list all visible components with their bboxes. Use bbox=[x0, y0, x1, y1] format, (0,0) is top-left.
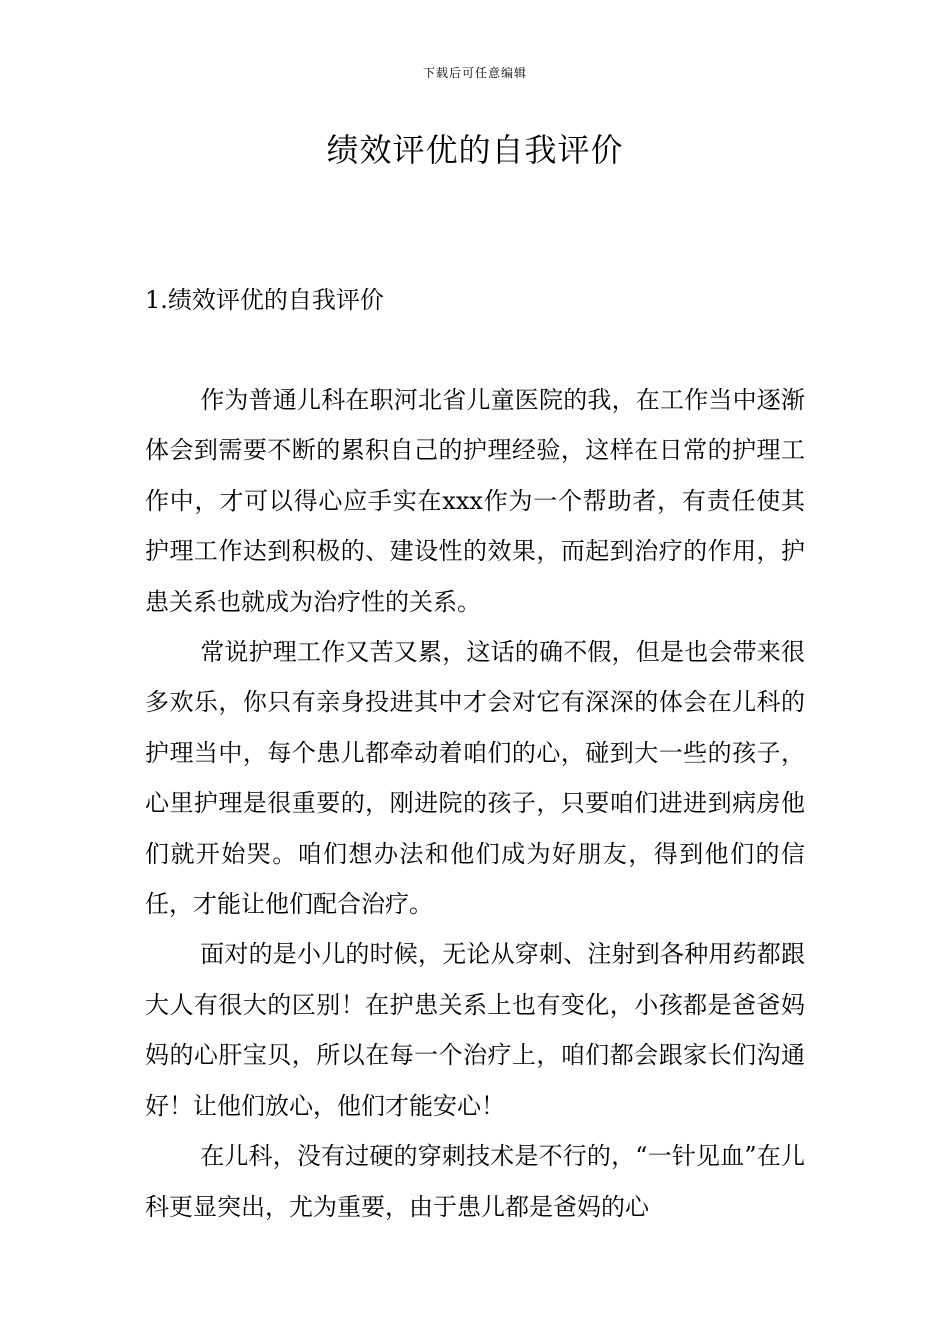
paragraph-2: 常说护理工作又苦又累，这话的确不假，但是也会带来很多欢乐，你只有亲身投进其中才会对它有深深的体会在儿科的护理当中，每个患儿都牵动着咱们的心，碰到大一些的孩子，心里护理是很重要的，刚进院的孩子，只要咱们进进到病房他们就开始哭。咱们想办法和他们成为好朋友，得到他们的信任，才能让他们配合治疗。 bbox=[145, 638, 805, 919]
document-title: 绩效评优的自我评价 bbox=[326, 131, 624, 169]
paragraph-4: 在儿科，没有过硬的穿刺技术是不行的，“一针见血”在儿科更显突出，尤为重要，由于患儿都是爸妈的心 bbox=[145, 1142, 805, 1221]
paragraph-1: 作为普通儿科在职河北省儿童医院的我，在工作当中逐渐体会到需要不断的累积自己的护理经验，这样在日常的护理工作中，才可以得心应手实在xxx作为一个帮助者，有责任使其护理工作达到积极的、建设性的效果，而起到治疗的作用，护患关系也就成为治疗性的关系。 bbox=[145, 386, 805, 616]
header-note: 下载后可任意编辑 bbox=[422, 66, 527, 80]
section-heading: 1.绩效评优的自我评价 bbox=[145, 286, 384, 314]
document-body bbox=[145, 375, 805, 1232]
paragraph-3: 面对的是小儿的时候，无论从穿刺、注射到各种用药都跟大人有很大的区别！在护患关系上也有变化，小孩都是爸爸妈妈的心肝宝贝，所以在每一个治疗上，咱们都会跟家长们沟通好！让他们放心，他们才能安心！ bbox=[145, 940, 805, 1120]
